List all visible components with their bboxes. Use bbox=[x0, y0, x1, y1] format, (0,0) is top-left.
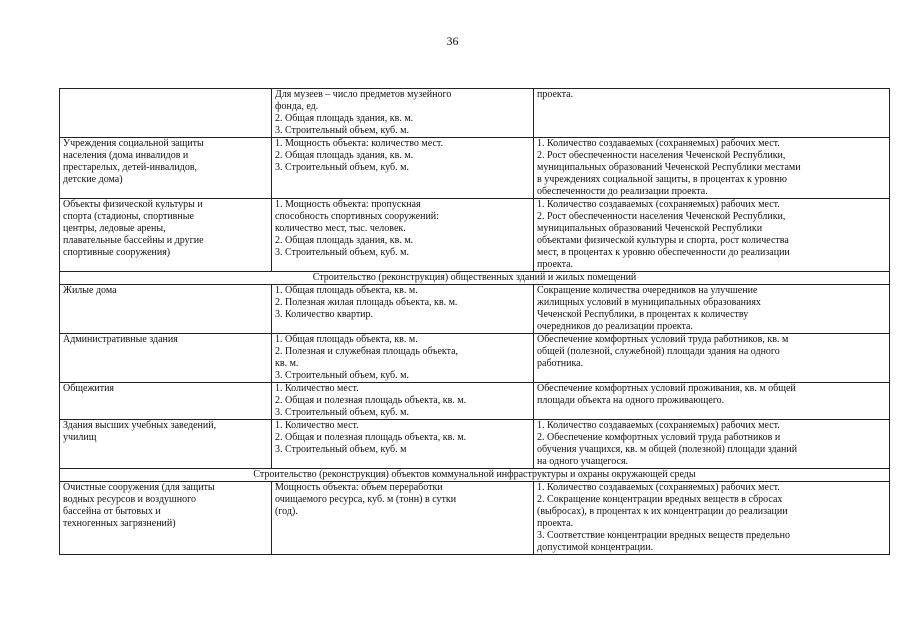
cell-line: 1. Мощность объекта: пропускная bbox=[275, 199, 421, 210]
capacity-cell bbox=[272, 285, 534, 334]
cell-line: 2. Общая площадь здания, кв. м. bbox=[275, 150, 414, 161]
cell-line: 2. Рост обеспеченности населения Чеченской Республики, bbox=[537, 150, 786, 161]
cell-line: очищаемого ресурса, куб. м (тонн) в сутки bbox=[275, 494, 457, 505]
cell-line: 3. Количество квартир. bbox=[275, 309, 374, 320]
capacity-cell bbox=[272, 383, 534, 420]
cell-line: 2. Обеспечение комфортных условий труда работников и bbox=[537, 432, 781, 443]
cell-line: Жилые дома bbox=[63, 285, 117, 296]
cell-line: Административные здания bbox=[63, 334, 178, 345]
cell-line: проекта. bbox=[537, 89, 574, 100]
cell-line: жилищных условий в муниципальных образованиях bbox=[537, 297, 761, 308]
table-row bbox=[60, 383, 890, 420]
cell-line: проекта. bbox=[537, 259, 574, 270]
indicator-cell bbox=[534, 482, 890, 555]
cell-line: 3. Строительный объем, куб. м. bbox=[275, 370, 409, 381]
object-type-cell bbox=[60, 383, 272, 420]
cell-line: на одного учащегося. bbox=[537, 456, 629, 467]
cell-line: кв. м. bbox=[275, 358, 299, 369]
cell-line: Обеспечение комфортных условий проживания, кв. м общей bbox=[537, 383, 796, 394]
indicator-cell bbox=[534, 383, 890, 420]
cell-line: 2. Сокращение концентрации вредных веществ в сбросах bbox=[537, 494, 783, 505]
cell-line: 1. Мощность объекта: количество мест. bbox=[275, 138, 444, 149]
cell-line: 3. Строительный объем, куб. м. bbox=[275, 247, 409, 258]
object-type-cell bbox=[60, 482, 272, 555]
cell-line: работника. bbox=[537, 358, 584, 369]
cell-line: 2. Полезная и служебная площадь объекта, bbox=[275, 346, 459, 357]
cell-line: центры, ледовые арены, bbox=[63, 223, 166, 234]
cell-line: бассейна от бытовых и bbox=[63, 506, 161, 517]
indicator-cell bbox=[534, 138, 890, 199]
section-row bbox=[60, 469, 890, 482]
cell-line: Объекты физической культуры и bbox=[63, 199, 203, 210]
cell-line: детские дома) bbox=[63, 174, 123, 185]
page-number: 36 bbox=[446, 34, 459, 48]
cell-line: 2. Общая и полезная площадь объекта, кв. м. bbox=[275, 432, 467, 443]
capacity-cell bbox=[272, 334, 534, 383]
indicator-cell bbox=[534, 285, 890, 334]
cell-line: Чеченской Республики, в процентах к количеству bbox=[537, 309, 749, 320]
cell-line: 1. Количество создаваемых (сохраняемых) рабочих мест. bbox=[537, 138, 780, 149]
capacity-cell bbox=[272, 420, 534, 469]
object-type-cell bbox=[60, 285, 272, 334]
cell-line: Для музеев – число предметов музейного bbox=[275, 89, 452, 100]
cell-line: муниципальных образований Чеченской Республики местами bbox=[537, 162, 801, 173]
cell-line: обучения учащихся, кв. м общей (полезной) площади зданий bbox=[537, 444, 798, 455]
indicator-cell bbox=[534, 89, 890, 138]
requirements-table bbox=[59, 88, 890, 555]
cell-line: 3. Соответствие концентрации вредных веществ предельно bbox=[537, 530, 790, 541]
cell-line: допустимой концентрации. bbox=[537, 542, 654, 553]
object-type-cell bbox=[60, 420, 272, 469]
cell-line: 2. Рост обеспеченности населения Чеченской Республики, bbox=[537, 211, 786, 222]
cell-line: населения (дома инвалидов и bbox=[63, 150, 189, 161]
cell-line: в учреждениях социальной защиты, в процентах к уровню bbox=[537, 174, 787, 185]
cell-line: 2. Общая площадь здания, кв. м. bbox=[275, 113, 414, 124]
object-type-cell bbox=[60, 334, 272, 383]
table-row bbox=[60, 482, 890, 555]
table-row bbox=[60, 138, 890, 199]
cell-line: очередников до реализации проекта. bbox=[537, 321, 693, 332]
cell-line: фонда, ед. bbox=[275, 101, 319, 112]
cell-line: площади объекта на одного проживающего. bbox=[537, 395, 725, 406]
section-heading: Строительство (реконструкция) объектов коммунальной инфраструктуры и охраны окружающей среды bbox=[60, 469, 890, 482]
cell-line: 3. Строительный объем, куб. м. bbox=[275, 162, 409, 173]
cell-line: 1. Общая площадь объекта, кв. м. bbox=[275, 334, 418, 345]
cell-line: (год). bbox=[275, 506, 298, 517]
cell-line: 1. Общая площадь объекта, кв. м. bbox=[275, 285, 418, 296]
capacity-cell bbox=[272, 482, 534, 555]
cell-line: Очистные сооружения (для защиты bbox=[63, 482, 215, 493]
capacity-cell bbox=[272, 138, 534, 199]
object-type-cell bbox=[60, 199, 272, 272]
cell-line: 1. Количество мест. bbox=[275, 420, 359, 431]
cell-line: плавательные бассейны и другие bbox=[63, 235, 204, 246]
cell-line: 2. Общая площадь здания, кв. м. bbox=[275, 235, 414, 246]
cell-line: Здания высших учебных заведений, bbox=[63, 420, 217, 431]
capacity-cell bbox=[272, 199, 534, 272]
cell-line: объектами физической культуры и спорта, рост количества bbox=[537, 235, 789, 246]
indicator-cell bbox=[534, 199, 890, 272]
table-row bbox=[60, 285, 890, 334]
cell-line: проекта. bbox=[537, 518, 574, 529]
section-row bbox=[60, 272, 890, 285]
indicator-cell bbox=[534, 334, 890, 383]
cell-line: спорта (стадионы, спортивные bbox=[63, 211, 194, 222]
cell-line: Мощность объекта: объем переработки bbox=[275, 482, 443, 493]
cell-line: 1. Количество создаваемых (сохраняемых) рабочих мест. bbox=[537, 420, 780, 431]
cell-line: 1. Количество мест. bbox=[275, 383, 359, 394]
cell-line: Общежития bbox=[63, 383, 115, 394]
object-type-cell bbox=[60, 138, 272, 199]
cell-line: престарелых, детей-инвалидов, bbox=[63, 162, 198, 173]
cell-line: общей (полезной, служебной) площади здания на одного bbox=[537, 346, 780, 357]
cell-line: Учреждения социальной защиты bbox=[63, 138, 204, 149]
cell-line: 1. Количество создаваемых (сохраняемых) рабочих мест. bbox=[537, 482, 780, 493]
cell-line: 3. Строительный объем, куб. м. bbox=[275, 125, 409, 136]
cell-line: Сокращение количества очередников на улучшение bbox=[537, 285, 758, 296]
cell-line: водных ресурсов и воздушного bbox=[63, 494, 196, 505]
table-row bbox=[60, 420, 890, 469]
object-type-cell bbox=[60, 89, 272, 138]
cell-line: обеспеченности до реализации проекта. bbox=[537, 186, 708, 197]
cell-line: Обеспечение комфортных условий труда работников, кв. м bbox=[537, 334, 789, 345]
cell-line: 3. Строительный объем, куб. м bbox=[275, 444, 407, 455]
cell-line: способность спортивных сооружений: bbox=[275, 211, 439, 222]
table-row bbox=[60, 89, 890, 138]
cell-line: 1. Количество создаваемых (сохраняемых) рабочих мест. bbox=[537, 199, 780, 210]
cell-line: 2. Общая и полезная площадь объекта, кв. м. bbox=[275, 395, 467, 406]
cell-line: училищ bbox=[63, 432, 97, 443]
cell-line: количество мест, тыс. человек. bbox=[275, 223, 406, 234]
cell-line: мест, в процентах к уровню обеспеченности до реализации bbox=[537, 247, 790, 258]
cell-line: техногенных загрязнений) bbox=[63, 518, 176, 529]
section-heading: Строительство (реконструкция) общественных зданий и жилых помещений bbox=[60, 272, 890, 285]
cell-line: муниципальных образований Чеченской Республики bbox=[537, 223, 763, 234]
cell-line: спортивные сооружения) bbox=[63, 247, 171, 258]
cell-line: 3. Строительный объем, куб. м. bbox=[275, 407, 409, 418]
cell-line: (выбросах), в процентах к их концентрации до реализации bbox=[537, 506, 788, 517]
cell-line: 2. Полезная жилая площадь объекта, кв. м. bbox=[275, 297, 458, 308]
table-row bbox=[60, 199, 890, 272]
capacity-cell bbox=[272, 89, 534, 138]
table-row bbox=[60, 334, 890, 383]
indicator-cell bbox=[534, 420, 890, 469]
